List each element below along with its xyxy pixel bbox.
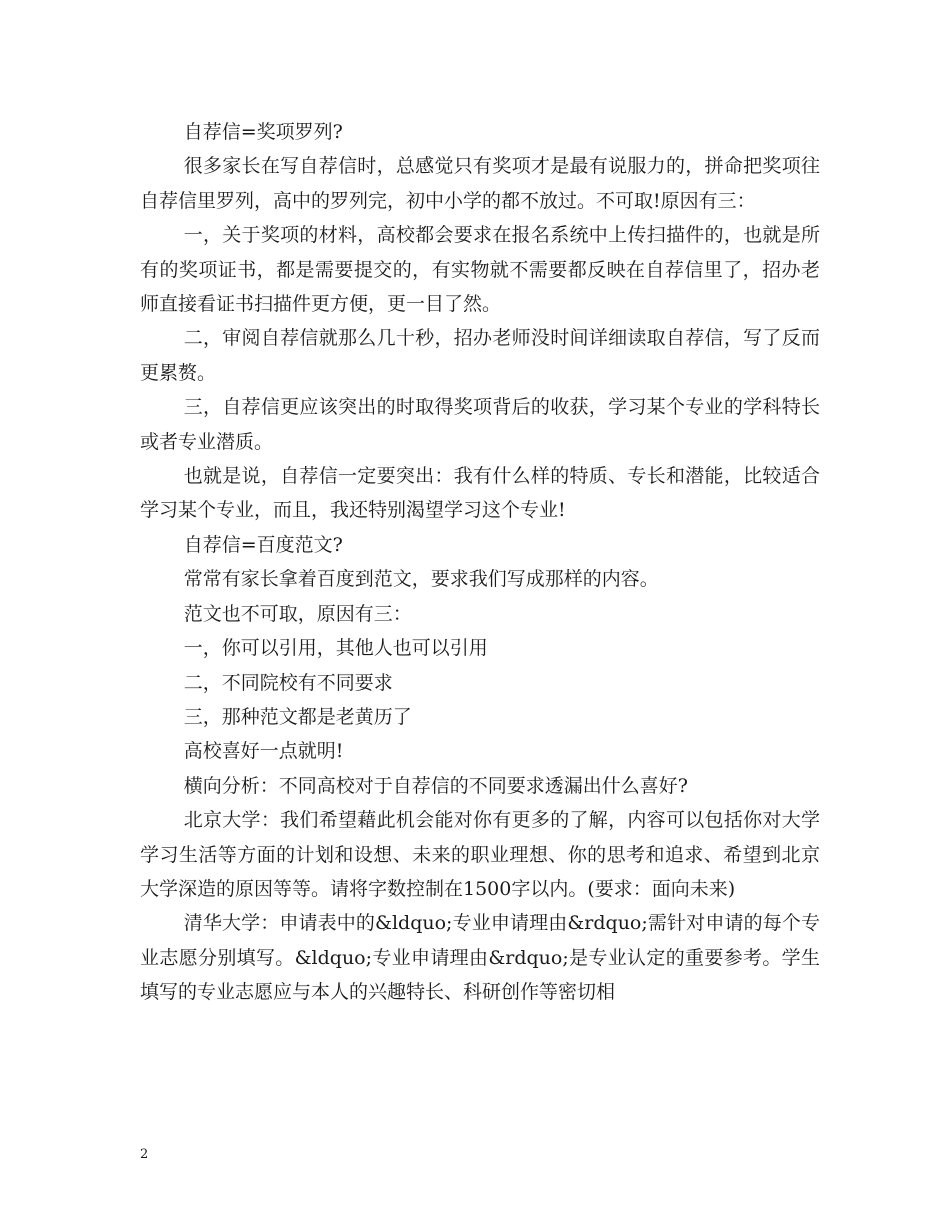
paragraph: 清华大学：申请表中的&ldquo;专业申请理由&rdquo;需针对申请的每个专业志愿分别填写。&ldquo;专业申请理由&rdquo;是专业认定的重要参考。学生填写的专业志愿应与本人的兴趣特长、科研创作等密切相 bbox=[140, 912, 820, 1004]
paragraph: 三，那种范文都是老黄历了 bbox=[183, 705, 412, 728]
paragraph: 范文也不可取，原因有三： bbox=[183, 602, 412, 625]
paragraph: 也就是说，自荐信一定要突出：我有什么样的特质、专长和潜能，比较适合学习某个专业，而且，我还特别渴望学习这个专业! bbox=[140, 465, 820, 522]
paragraph: 一，你可以引用，其他人也可以引用 bbox=[183, 637, 488, 660]
paragraph: 二，不同院校有不同要求 bbox=[183, 671, 393, 694]
document-body bbox=[140, 115, 820, 1010]
page-number: 2 bbox=[140, 1147, 149, 1162]
paragraph: 一，关于奖项的材料，高校都会要求在报名系统中上传扫描件的，也就是所有的奖项证书，都是需要提交的，有实物就不需要都反映在自荐信里了，招办老师直接看证书扫描件更方便，更一目了然。 bbox=[140, 224, 820, 316]
paragraph: 北京大学：我们希望藉此机会能对你有更多的了解，内容可以包括你对大学学习生活等方面的计划和设想、未来的职业理想、你的思考和追求、希望到北京大学深造的原因等等。请将字数控制在1500字以内。(要求：面向未来) bbox=[140, 809, 820, 900]
paragraph: 三，自荐信更应该突出的时取得奖项背后的收获，学习某个专业的学科特长或者专业潜质。 bbox=[140, 396, 820, 453]
paragraph: 常常有家长拿着百度到范文，要求我们写成那样的内容。 bbox=[183, 568, 659, 591]
paragraph: 高校喜好一点就明! bbox=[183, 740, 344, 763]
paragraph: 自荐信=百度范文? bbox=[183, 533, 343, 556]
paragraph: 横向分析：不同高校对于自荐信的不同要求透漏出什么喜好? bbox=[183, 774, 688, 797]
paragraph: 二，审阅自荐信就那么几十秒，招办老师没时间详细读取自荐信，写了反而更累赘。 bbox=[140, 327, 820, 384]
paragraph: 自荐信=奖项罗列? bbox=[183, 121, 343, 143]
paragraph: 很多家长在写自荐信时，总感觉只有奖项才是最有说服力的，拼命把奖项往自荐信里罗列，高中的罗列完，初中小学的都不放过。不可取!原因有三： bbox=[140, 155, 820, 212]
